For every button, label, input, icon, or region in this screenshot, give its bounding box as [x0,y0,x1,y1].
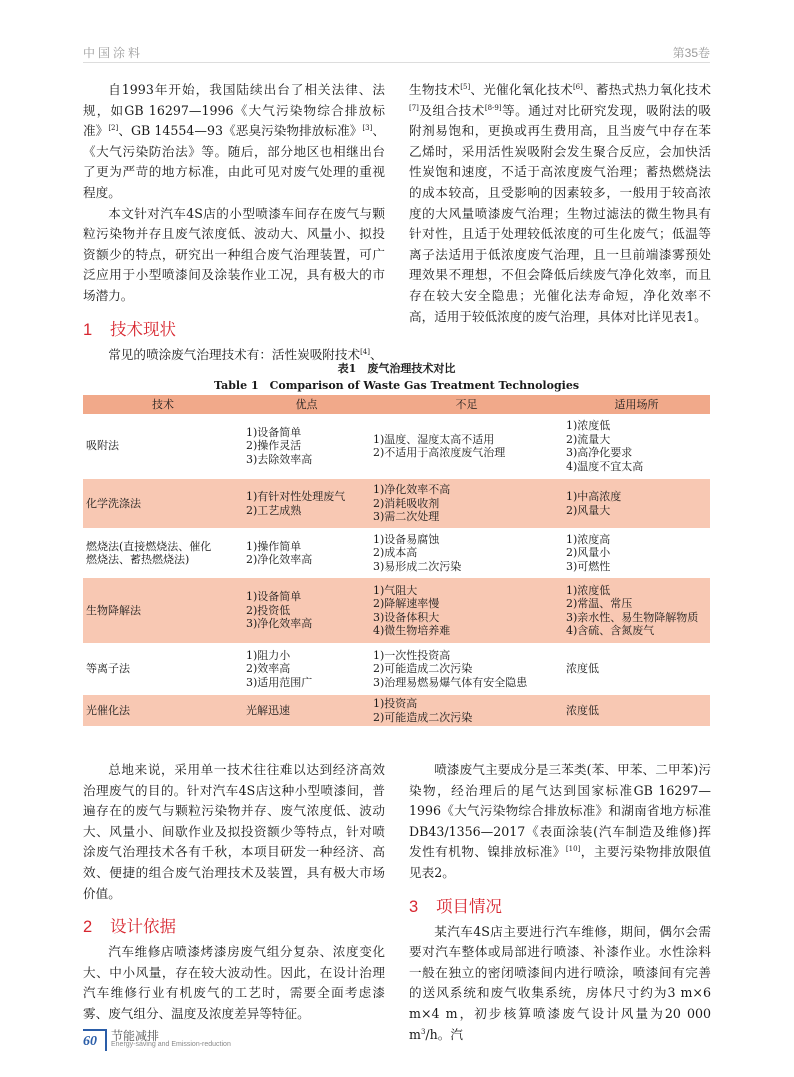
paragraph-text: 、《大气污染防治法》等。随后，部分地区也相继出台了更为严苛的地方标准，由此可见对废气处理的重视程度。 [83,123,386,200]
paragraph [409,922,711,1046]
cell-line: 燃烧法、蓄热燃烧法) [86,553,190,566]
citation-ref: [6] [572,82,583,91]
table-cell [563,695,710,727]
table-row [83,578,710,644]
header-rule [83,62,710,63]
cell-line: 等离子法 [86,662,130,676]
paragraph-text: 本文针对汽车4S店的小型喷漆车间存在废气与颗粒污染物并存且废气浓度低、波动大、风量小、拟投资额少的特点，研究出一种组合废气治理装置，可广泛应用于小型喷漆间及涂装作业工况，具有极大的市场潜力。 [83,205,385,303]
cell-line: 2)风量大 [566,503,611,517]
cell-line: 1)温度、湿度太高不适用 [373,432,495,446]
cell-line: 1)净化效率不高 [373,483,451,497]
journal-name: 中国涂料 [83,46,144,60]
table-cell [243,578,370,644]
table-cell [243,414,370,479]
table-cell [563,644,710,695]
cell-line: 1)有针对性处理废气 [246,490,346,503]
paragraph [409,80,711,327]
paragraph [83,80,385,204]
cell-line: 3)需二次处理 [373,510,440,524]
table-row [83,695,710,727]
citation-ref: [5] [460,82,471,91]
cell-line: 生物降解法 [86,603,141,617]
table-cell [83,644,243,695]
cell-line: 光催化法 [86,703,130,717]
cell-line: 2)成本高 [373,546,418,560]
paragraph-text: 某汽车4S店主要进行汽车维修，期间，偶尔会需要对汽车整体或局部进行喷漆、补漆作业。水性涂料一般在独立的密闭喷漆间内进行喷涂，喷漆间有完善的送风系统和废气收集系统，房体尺寸约为3 m×6 m×4 m，初步核算喷漆废气设计风量为20 000 m [409,923,711,1042]
citation-ref: [10] [565,845,581,854]
cell-line: 2)可能造成二次污染 [373,710,473,724]
table-cell [370,414,563,479]
cell-line: 1)一次性投资高 [373,648,451,662]
left-column-top [83,80,385,365]
cell-line: 吸附法 [86,439,119,453]
table-row [83,414,710,479]
cell-line: 3)可燃性 [566,559,611,573]
cell-line: 4)温度不宜太高 [566,459,644,473]
cell-line: 燃烧法(直接燃烧法、催化 [86,539,212,553]
table-cell [370,479,563,529]
cell-line: 光解迅速 [246,703,290,717]
table-cell [370,644,563,695]
cell-line: 2)工艺成熟 [246,503,302,517]
cell-line: 1)阻力小 [246,648,291,662]
cell-line: 2)常温、常压 [566,597,633,610]
table-cell [243,695,370,727]
paragraph-text: 常见的喷涂废气治理技术有：活性炭吸附技术 [108,346,361,362]
table-cell [83,578,243,644]
right-column-top [409,80,711,327]
cell-line: 3)去除效率高 [246,452,313,466]
section-heading [83,319,385,341]
table-cell [563,529,710,578]
cell-line: 3)亲水性、易生物降解物质 [566,610,699,624]
cell-line: 1)设备易腐蚀 [373,532,440,546]
citation-ref: 3 [420,1027,426,1036]
paragraph-text: /h。汽 [425,1026,463,1042]
paragraph-text: 、光催化氧化技术 [470,82,573,97]
citation-ref: [3] [362,124,373,132]
section-title: 技术现状 [110,320,176,339]
comparison-table [83,395,710,727]
table-cell [243,479,370,529]
cell-line: 浓度低 [566,662,599,676]
column-header: 不足 [370,395,563,414]
cell-line: 2)消耗吸收剂 [373,496,440,510]
volume-label: 第35卷 [672,46,710,60]
table-cell [243,529,370,578]
paragraph [83,942,385,1024]
table-cell [83,529,243,578]
cell-line: 1)气阻大 [373,583,418,597]
paragraph-text: 及组合技术 [418,102,485,118]
table-cell [563,414,710,479]
table-cell [370,529,563,578]
cell-line: 2)不适用于高浓度废气治理 [373,446,506,459]
cell-line: 化学洗涤法 [86,496,141,510]
table-cell [243,644,370,695]
section-heading [83,916,385,938]
cell-line: 浓度低 [566,703,599,717]
section-number: 1 [83,320,93,339]
footer-section-en: Energy-saving and Emission-reduction [111,1041,231,1048]
table-row [83,644,710,695]
footer-section-cn: 节能减排 [111,1029,160,1043]
section-title: 项目情况 [436,897,502,916]
table-cell [83,414,243,479]
paragraph-text: 等。通过对比研究发现，吸附法的吸附剂易饱和，更换或再生费用高，且当废气中存在苯乙烯时，采用活性炭吸附会发生聚合反应，会加快活性炭饱和速度，不适于高浓度废气治理；蓄热燃烧法的成本较高，且受影响的因素较多，一般用于较高浓度的大风量喷漆废气治理；生物过滤法的微生物具有针对性，且适于处理较低浓度的可生化废气；低温等离子法适用于低浓度废气治理，且一旦前端漆雾预处理效果不理想，不但会降低后续废气净化效率，而且存在较大安全隐患；光催化法寿命短，净化效率不高，适用于较低浓度的废气治理，具体对比详见表1。 [409,102,712,324]
cell-line: 2)投资低 [246,603,291,617]
citation-ref: [7] [409,103,419,112]
page-number: 60 [83,1029,107,1051]
cell-line: 1)设备简单 [246,590,302,604]
section-title: 设计依据 [110,918,176,937]
cell-line: 1)浓度低 [566,419,611,432]
cell-line: 3)高净化要求 [566,446,633,459]
table-caption-cn: 表1 废气治理技术对比 [337,362,456,375]
cell-line: 2)流量大 [566,432,611,446]
paragraph [409,760,711,884]
table-cell [83,479,243,529]
citation-ref: [4] [360,347,370,356]
paragraph-text: 生物技术 [409,82,461,97]
section-number: 3 [409,897,419,916]
paragraph-text: 喷漆废气主要成分是三苯类(苯、甲苯、二甲苯)污染物，经治理后的尾气达到国家标准GB 16297—1996《大气污染物综合排放标准》和湖南省地方标准DB43/1356—2017《表面涂装(汽车制造及维修)挥发性有机物、镍排放标准》 [409,762,711,860]
table-header-row [83,395,710,414]
paragraph [83,760,385,904]
column-header: 技术 [83,395,243,414]
section-heading [409,896,711,918]
table-row [83,529,710,578]
cell-line: 2)效率高 [246,662,291,676]
table-cell [370,695,563,727]
paragraph-text: 、 [369,346,383,362]
cell-line: 1)设备简单 [246,425,302,439]
citation-ref: [2] [108,124,119,132]
cell-line: 1)投资高 [373,697,418,710]
paragraph-text: ，主要污染物排放限值见表2。 [409,844,712,880]
cell-line: 1)操作简单 [246,539,302,553]
right-column-bottom [409,760,711,1045]
column-header: 适用场所 [563,395,710,414]
citation-ref: [8-9] [484,103,502,112]
cell-line: 3)净化效率高 [246,617,313,631]
table-cell [370,578,563,644]
table-cell [563,479,710,529]
cell-line: 2)风量小 [566,546,611,560]
cell-line: 1)中高浓度 [566,490,622,503]
table-cell [83,695,243,727]
cell-line: 1)浓度高 [566,532,611,546]
paragraph-text: 自1993年开始，我国陆续出台了相关法律、法规，如GB 16297—1996《大气污染物综合排放标准》 [83,82,385,139]
cell-line: 1)浓度低 [566,583,611,597]
cell-line: 3)易形成二次污染 [373,559,462,573]
section-number: 2 [83,918,93,937]
cell-line: 3)治理易燃易爆气体有安全隐患 [373,675,528,689]
paragraph-text: 总地来说，采用单一技术往往难以达到经济高效治理废气的目的。针对汽车4S店这种小型喷漆间，普遍存在的废气与颗粒污染物并存、废气浓度低、波动大、风量小、间歇作业及拟投资额少等特点，针对喷涂废气治理技术各有千秋，本项目研发一种经济、高效、便捷的组合废气治理技术及装置，具有极大市场价值。 [83,762,385,901]
paragraph-text: 汽车维修店喷漆烤漆房废气组分复杂、浓度变化大、中小风量，存在较大波动性。因此，在设计治理汽车维修行业有机废气的工艺时，需要全面考虑漆雾、废气组分、温度及浓度差异等特征。 [83,944,385,1021]
cell-line: 4)微生物培养难 [373,624,451,637]
cell-line: 3)设备体积大 [373,610,440,624]
table-cell [563,578,710,644]
cell-line: 2)操作灵活 [246,439,302,453]
cell-line: 2)可能造成二次污染 [373,662,473,676]
paragraph-text: 、GB 14554—93《恶臭污染物排放标准》 [118,123,363,139]
cell-line: 2)降解速率慢 [373,597,440,610]
cell-line: 3)适用范围广 [246,675,313,689]
column-header: 优点 [243,395,370,414]
paragraph-text: 、蓄热式热力氧化技术 [582,82,712,97]
cell-line: 2)净化效率高 [246,553,313,566]
left-column-bottom [83,760,385,1025]
table-row [83,479,710,529]
paragraph [83,204,385,307]
cell-line: 4)含硫、含氮废气 [566,624,655,637]
table-caption-en: Table 1 Comparison of Waste Gas Treatment Technologies [213,379,580,392]
